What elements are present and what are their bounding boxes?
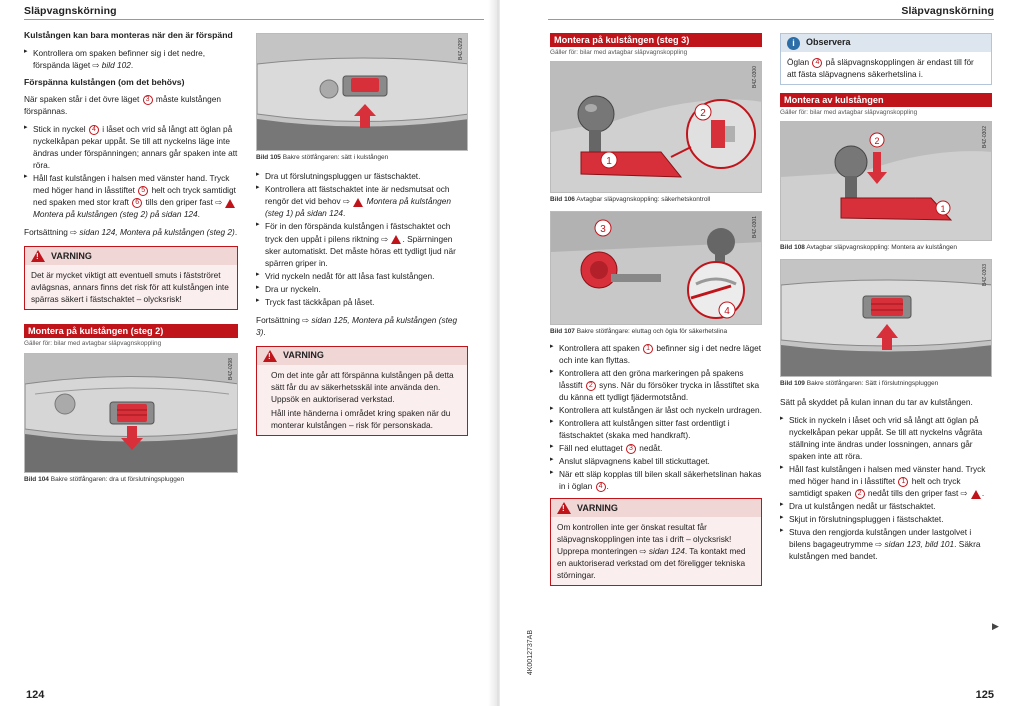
- tow-hitch-illustration: [781, 122, 992, 241]
- list-item: ▸ Kontrollera att fästschaktet inte är nedsmutsat och rengör det vid behov ⇨ Montera på kulstången (steg 1) på sidan 124.: [256, 183, 468, 219]
- running-head-left: Släpvagnskörning: [24, 5, 117, 17]
- callout-number: 1: [643, 344, 653, 354]
- running-head-right: Släpvagnskörning: [901, 5, 994, 17]
- warning-icon: [31, 250, 45, 262]
- steps-list: [256, 170, 468, 307]
- section-remove: [780, 93, 992, 117]
- figure-106-image: [550, 61, 762, 193]
- continuation: Fortsättning ⇨ sidan 125, Montera på kulstången (steg 3).: [256, 314, 458, 337]
- left-column-1: [24, 30, 238, 484]
- figure-108-image: [780, 121, 992, 241]
- section-title-bar: Montera av kulstången: [780, 93, 992, 107]
- left-page: [0, 0, 492, 706]
- figure-107-caption: Bild 107 Bakre stötfångare: eluttag och ögla för säkerhetslina: [550, 327, 728, 335]
- right-column-1: [550, 33, 762, 586]
- warning-icon: [353, 198, 363, 207]
- figure-code: B4Z-0298: [227, 357, 234, 380]
- cross-ref-link[interactable]: sidan 124, Montera på kulstången (steg 2): [79, 227, 235, 238]
- left-column-2: [256, 33, 468, 436]
- cross-ref-link[interactable]: Montera på kulstången (steg 1) på sidan 124: [265, 196, 451, 219]
- intro-list: [24, 47, 238, 71]
- socket-illustration: [551, 212, 762, 325]
- list-item: ▸ Fäll ned eluttaget 3 nedåt.: [550, 442, 762, 454]
- warning-item: Om det inte går att förspänna kulstången på detta sätt får du av säkerhetsskäl inte använda den. Uppsök en auktoriserad verkstad.: [271, 369, 454, 404]
- page-number-left: 124: [26, 689, 45, 702]
- bumper-illustration: [25, 354, 238, 473]
- bumper-illustration: [257, 34, 468, 151]
- continuation: Fortsättning ⇨ sidan 124, Montera på kulstången (steg 2).: [24, 227, 238, 238]
- figure-104-caption: Bild 104 Bakre stötfångaren: dra ut förslutningspluggen: [24, 475, 185, 483]
- list-item: ▸ Tryck fast täckkåpan på låset.: [256, 296, 468, 308]
- list-item: ▸ Vrid nyckeln nedåt för att låsa fast kulstången.: [256, 270, 468, 282]
- callout-number: 2: [586, 381, 596, 391]
- steps-list: [550, 342, 762, 492]
- callout-3: 3: [600, 223, 606, 235]
- warning-icon: [263, 350, 277, 362]
- section-title-bar: Montera på kulstången (steg 3): [550, 33, 762, 47]
- callout-number: 6: [132, 198, 142, 208]
- figure-code: B4Z-0301: [751, 215, 758, 238]
- cross-ref-link[interactable]: sidan 125, Montera på kulstången (steg 3): [256, 314, 458, 337]
- list-item: ▸ Kontrollera att den gröna markeringen på spakens låsstift 2 syns. När du försöker trycka in låsstiftet ska du känna ett tydligt fjädermotstånd.: [550, 367, 762, 403]
- section-applies-to: Gäller för: bilar med avtagbar släpvagnskoppling: [24, 340, 162, 348]
- section-step2: [24, 324, 238, 348]
- callout-number: 4: [89, 125, 99, 135]
- warning-title: VARNING: [283, 350, 324, 361]
- steps-list: [24, 123, 238, 220]
- document-code: 4K0012737AB: [527, 630, 534, 676]
- figure-code: B4Z-0303: [981, 263, 988, 286]
- paragraph: Sätt på skyddet på kulan innan du tar av kulstången.: [780, 397, 973, 408]
- list-item: ▸ Dra ut förslutningspluggen ur fästschaktet.: [256, 170, 468, 182]
- bumper-illustration: [781, 260, 992, 377]
- callout-number: 2: [855, 489, 865, 499]
- right-column-2: [780, 33, 992, 568]
- warning-icon: [971, 490, 981, 499]
- right-page: [500, 0, 1024, 706]
- list-item: ▸ Dra ut kulstången nedåt ur fästschaktet.: [780, 500, 992, 512]
- cross-ref-link[interactable]: bild 102: [101, 59, 131, 70]
- figure-105-image: [256, 33, 468, 151]
- callout-number: 3: [626, 444, 636, 454]
- paragraph: När spaken står i det övre läget 3 måste kulstången förspännas.: [24, 94, 221, 117]
- warning-box: [550, 498, 762, 586]
- callout-2: 2: [700, 108, 706, 120]
- cross-ref-link[interactable]: sidan 123, bild 101: [884, 539, 955, 550]
- section-applies-to: Gäller för: bilar med avtagbar släpvagnskoppling: [780, 109, 918, 117]
- list-item: ▸ Kontrollera att kulstången är låst och nyckeln urdragen.: [550, 404, 762, 416]
- info-icon: i: [787, 37, 800, 50]
- callout-4: 4: [724, 305, 730, 317]
- list-item: ▸ Kontrollera om spaken befinner sig i det nedre, förspända läget ⇨ bild 102.: [24, 47, 238, 71]
- callout-number: 4: [812, 58, 822, 68]
- figure-106-caption: Bild 106 Avtagbar släpvagnskoppling: säkerhetskontroll: [550, 196, 711, 204]
- warning-text: Om kontrollen inte ger önskat resultat får släpvagnskopplingen inte tas i drift – olycksrisk! Upprepa monteringen ⇨ sidan 124. Ta kontakt med en auktoriserad verkstad om det föreligger tekniska störningar.: [551, 517, 761, 585]
- list-item: ▸ Anslut släpvagnens kabel till stickuttaget.: [550, 455, 762, 467]
- continue-arrow-icon: ▶: [992, 621, 999, 631]
- list-item: ▸ Stick in nyckeln i låset och vrid så långt att öglan på nyckelkåpan pekar uppåt. Se till att nyckelns vågräta ställning inte ändras under lossningen, annars går spaken inte att röra.: [780, 414, 992, 462]
- figure-109-image: [780, 259, 992, 377]
- list-item: ▸ När ett släp kopplas till bilen skall säkerhetslinan hakas in i öglan 4 .: [550, 468, 762, 492]
- warning-title: VARNING: [51, 250, 92, 261]
- warning-item: Håll inte händerna i området kring spaken när du monterar kulstången – risk för personskada.: [271, 407, 451, 430]
- figure-code: B4Z-0300: [751, 66, 758, 89]
- figure-105-caption: Bild 105 Bakre stötfångaren: sätt i kulstången: [256, 154, 389, 161]
- cross-ref-link[interactable]: Montera på kulstången (steg 2) på sidan 124: [33, 209, 198, 220]
- section-title-bar: Montera på kulstången (steg 2): [24, 324, 238, 338]
- figure-code: B4Z-0302: [981, 126, 988, 149]
- warning-title: VARNING: [577, 502, 618, 513]
- list-item: ▸ Kontrollera att spaken 1 befinner sig i det nedre läget och inte kan flyttas.: [550, 342, 762, 366]
- figure-109-caption: Bild 109 Bakre stötfångaren: Sätt i förslutningspluggen: [780, 379, 939, 387]
- intro-heading: Kulstången kan bara monteras när den är förspänd: [24, 30, 233, 40]
- callout-number: 4: [596, 482, 606, 492]
- figure-108-caption: Bild 108 Avtagbar släpvagnskoppling: Montera av kulstången: [780, 244, 957, 252]
- warning-icon: [557, 502, 571, 514]
- list-item: ▸ Dra ur nyckeln.: [256, 283, 468, 295]
- list-item: ▸ Håll fast kulstången i halsen med vänster hand. Tryck med höger hand in låsstiftet 5 helt och tryck samtidigt ned spaken med stor kraft 6 tills den griper fast ⇨ Montera på kulstången (steg 2) på sidan 124.: [24, 172, 238, 220]
- steps-list: [780, 414, 992, 562]
- list-item: ▸ Stuva den rengjorda kulstången under lastgolvet i bilens bagageutrymme ⇨ sidan 123, bild 101. Säkra kulstången med bandet.: [780, 526, 992, 562]
- header-rule: [24, 19, 484, 20]
- cross-ref-link[interactable]: sidan 124: [648, 546, 685, 557]
- warning-icon: [391, 235, 401, 244]
- warning-box: [24, 246, 238, 310]
- callout-1: 1: [606, 156, 612, 168]
- list-item: ▸ Skjut in förslutningspluggen i fästschaktet.: [780, 513, 992, 525]
- note-text: Öglan 4 på släpvagnskopplingen är endast till för att fästa släpvagnens säkerhetslina i.: [787, 57, 974, 80]
- section-heading: Förspänna kulstången (om det behövs): [24, 76, 185, 87]
- page-number-right: 125: [975, 689, 994, 702]
- tow-hitch-illustration: [551, 62, 762, 193]
- section-applies-to: Gäller för: bilar med avtagbar släpvagnskoppling: [550, 49, 688, 56]
- callout-1: 1: [940, 204, 946, 215]
- callout-number: 3: [143, 95, 153, 105]
- list-item: ▸ Stick in nyckel 4 i låset och vrid så långt att öglan på nyckelkåpan pekar uppåt. Se till att nyckelns läge inte ändras under förspänningen; annars går spaken inte att röra.: [24, 123, 238, 171]
- note-box: [780, 33, 992, 85]
- note-title: Observera: [806, 37, 851, 48]
- figure-104-image: [24, 353, 238, 473]
- list-item: ▸ För in den förspända kulstången i fästschaktet och tryck den uppåt i pilens riktning ⇨ . Spärrningen sker automatiskt. Det måste höras ett tydligt ljud när spärren griper in.: [256, 220, 468, 268]
- list-item: ▸ Kontrollera att kulstången sitter fast ordentligt i fästschaktet (skaka med handkraft).: [550, 417, 762, 441]
- figure-code: B4Z-0299: [457, 38, 464, 60]
- warning-icon: [225, 199, 235, 208]
- figure-107-image: [550, 211, 762, 325]
- list-item: ▸ Håll fast kulstången i halsen med vänster hand. Tryck med höger hand in i låsstiftet 1 helt och tryck samtidigt spaken 2 nedåt tills den griper fast ⇨ .: [780, 463, 992, 499]
- warning-box: [256, 346, 468, 436]
- callout-number: 1: [898, 477, 908, 487]
- callout-2: 2: [874, 136, 880, 147]
- callout-number: 5: [138, 186, 148, 196]
- warning-text: Det är mycket viktigt att eventuell smuts i fästströret avlägsnas, annars finns det risk för att kulstången inte spärras säkert i fästschaktet – olycksrisk!: [25, 265, 237, 309]
